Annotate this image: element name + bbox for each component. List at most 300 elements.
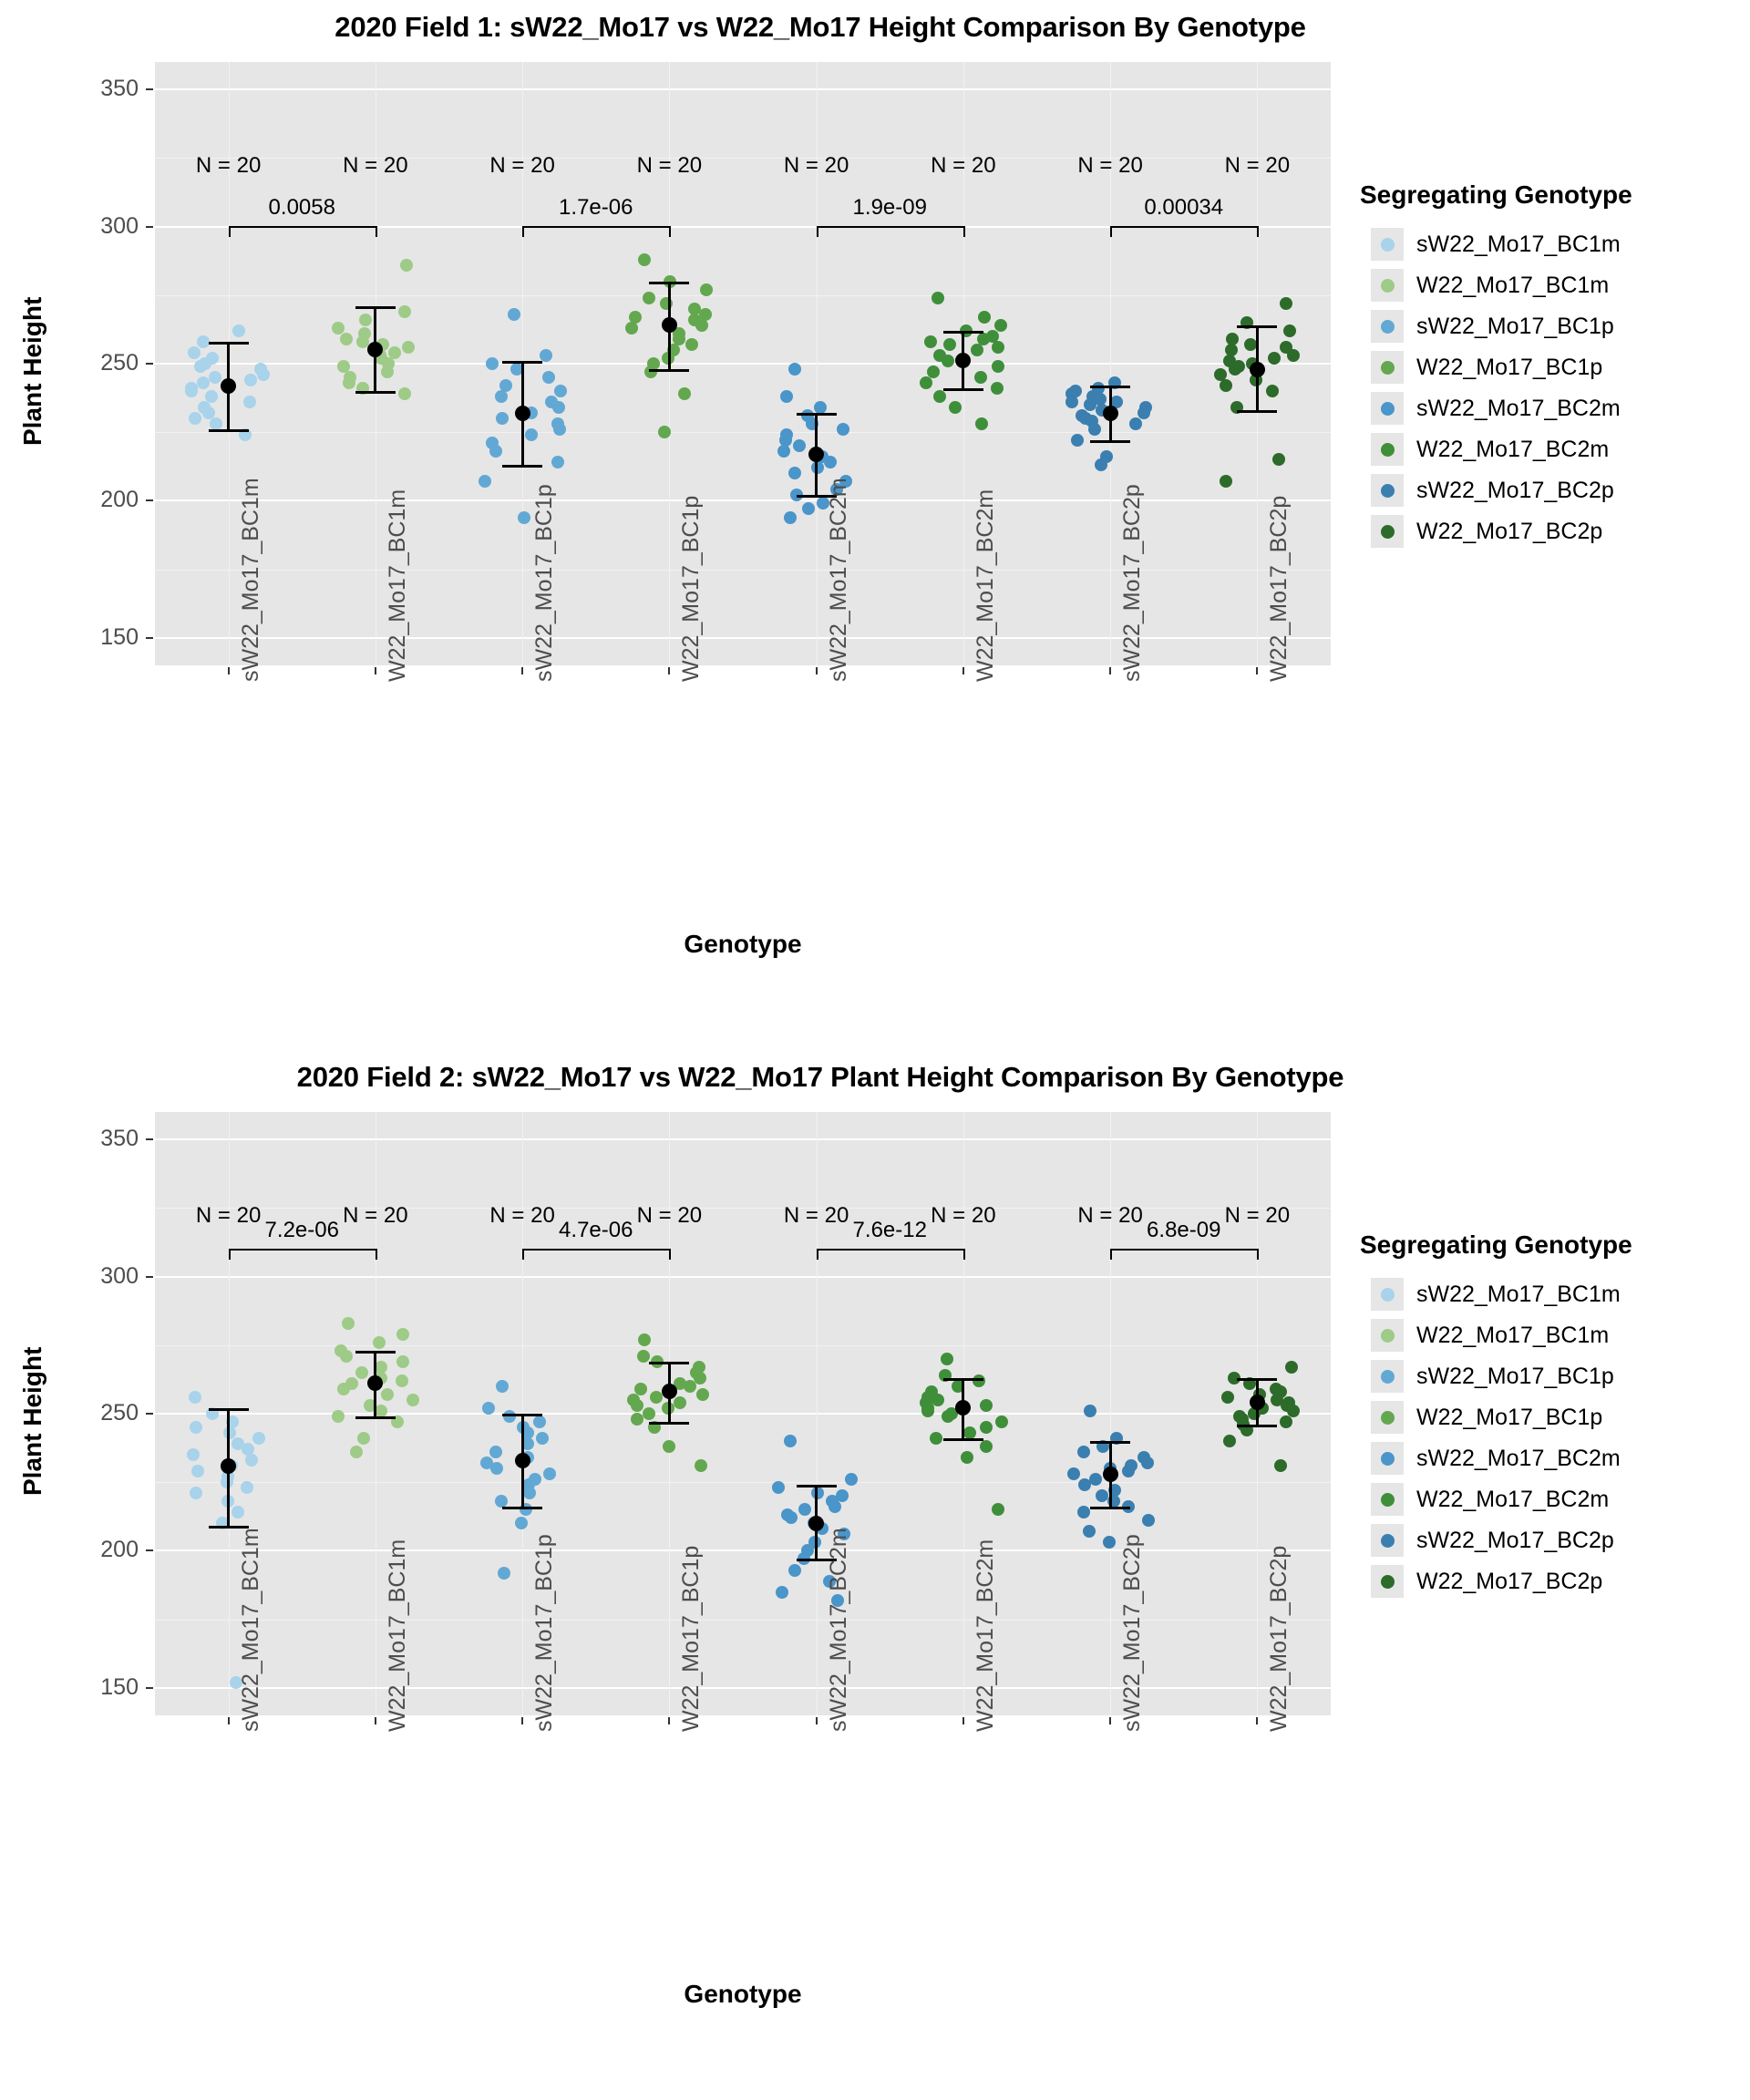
- data-point: [974, 371, 987, 384]
- data-point: [802, 502, 815, 515]
- legend-swatch: [1371, 1401, 1404, 1434]
- data-point: [244, 374, 257, 386]
- legend-item[interactable]: [1371, 433, 1609, 466]
- error-bar-cap: [943, 388, 983, 391]
- data-point: [1280, 297, 1292, 310]
- mean-point: [808, 1516, 824, 1531]
- significance-bracket-tick: [669, 226, 671, 237]
- legend-dot-icon: [1381, 1411, 1395, 1425]
- data-point: [776, 1586, 788, 1599]
- x-axis-tick-label: W22_Mo17_BC2m: [972, 489, 998, 682]
- legend-swatch: [1371, 1319, 1404, 1352]
- sample-size-label: N = 20: [1224, 1203, 1291, 1228]
- data-point: [978, 311, 991, 324]
- error-bar-cap: [649, 1362, 689, 1364]
- data-point: [508, 308, 520, 321]
- legend-item[interactable]: [1371, 1401, 1602, 1434]
- data-point: [674, 1396, 686, 1409]
- legend-swatch: [1371, 1278, 1404, 1311]
- legend-item[interactable]: [1371, 310, 1614, 343]
- data-point: [785, 1511, 798, 1524]
- data-point: [479, 475, 491, 488]
- legend-dot-icon: [1381, 1288, 1395, 1302]
- legend-label: sW22_Mo17_BC2m: [1416, 395, 1621, 421]
- legend-dot-icon: [1381, 525, 1395, 539]
- legend-label: sW22_Mo17_BC1m: [1416, 1281, 1621, 1307]
- x-axis-tick-label: W22_Mo17_BC1m: [384, 489, 410, 682]
- significance-bracket-tick: [817, 1249, 818, 1260]
- error-bar-cap: [355, 1416, 396, 1419]
- error-bar-cap: [502, 361, 542, 364]
- x-axis-tick: [816, 1717, 818, 1724]
- significance-bracket-tick: [817, 226, 818, 237]
- data-point: [660, 297, 673, 310]
- legend-swatch: [1371, 269, 1404, 302]
- data-point: [684, 1380, 696, 1393]
- data-point: [995, 1415, 1008, 1428]
- data-point: [496, 1380, 509, 1393]
- p-value-label: 1.7e-06: [559, 195, 633, 220]
- data-point: [980, 1440, 993, 1453]
- data-point: [188, 346, 201, 359]
- significance-bracket: [817, 1249, 963, 1251]
- sample-size-label: N = 20: [343, 153, 408, 178]
- gridline-major: [155, 1276, 1331, 1278]
- sample-size-label: N = 20: [783, 153, 849, 178]
- x-axis-tick: [228, 667, 230, 674]
- data-point: [695, 319, 708, 332]
- x-axis-tick-label: W22_Mo17_BC2p: [1266, 495, 1292, 682]
- legend-label: W22_Mo17_BC2m: [1416, 436, 1610, 462]
- data-point: [189, 412, 201, 425]
- sample-size-label: N = 20: [1224, 153, 1291, 178]
- data-point: [1084, 398, 1096, 411]
- y-axis-tick-label: 350: [100, 1126, 139, 1152]
- legend-label: sW22_Mo17_BC1m: [1416, 231, 1621, 257]
- p-value-label: 0.0058: [268, 195, 335, 220]
- mean-point: [221, 1458, 236, 1474]
- plot-area: [155, 62, 1331, 665]
- data-point: [663, 1440, 675, 1453]
- legend-dot-icon: [1381, 279, 1395, 293]
- legend-label: sW22_Mo17_BC2p: [1416, 477, 1614, 503]
- gridline-minor: [155, 1620, 1331, 1621]
- error-bar-cap: [209, 429, 249, 432]
- data-point: [340, 1350, 353, 1363]
- data-point: [643, 292, 655, 304]
- significance-bracket-tick: [1257, 226, 1259, 237]
- data-point: [924, 335, 937, 348]
- p-value-label: 0.00034: [1144, 195, 1224, 220]
- error-bar-cap: [1090, 1441, 1130, 1444]
- data-point: [1065, 396, 1078, 408]
- legend-item[interactable]: [1371, 269, 1609, 302]
- x-axis-tick-label: sW22_Mo17_BC1p: [531, 484, 558, 682]
- data-point: [1266, 385, 1279, 397]
- data-point: [941, 1353, 953, 1365]
- chart-title: 2020 Field 1: sW22_Mo17 vs W22_Mo17 Height Comparison By Genotype: [335, 11, 1306, 43]
- legend-title: Segregating Genotype: [1360, 1230, 1632, 1259]
- mean-point: [808, 447, 824, 462]
- gridline-major: [155, 363, 1331, 365]
- legend-swatch: [1371, 228, 1404, 261]
- data-point: [930, 1432, 942, 1445]
- mean-point: [221, 378, 236, 394]
- data-point: [543, 1467, 556, 1480]
- x-axis-tick: [816, 667, 818, 674]
- x-axis-title: Genotype: [684, 930, 802, 958]
- legend-swatch: [1371, 1360, 1404, 1393]
- gridline-major: [155, 499, 1331, 501]
- data-point: [396, 1355, 409, 1368]
- data-point: [777, 445, 790, 458]
- data-point: [1283, 324, 1296, 337]
- data-point: [187, 1448, 200, 1461]
- data-point: [932, 292, 944, 304]
- gridline-minor: [155, 432, 1331, 433]
- data-point: [1077, 1446, 1090, 1458]
- y-axis-tick: [146, 1687, 153, 1689]
- significance-bracket-tick: [669, 1249, 671, 1260]
- x-axis-tick-label: sW22_Mo17_BC1m: [237, 1528, 263, 1732]
- legend-swatch: [1371, 1565, 1404, 1598]
- x-axis-tick: [375, 667, 376, 674]
- data-point: [243, 396, 256, 408]
- data-point: [1078, 1478, 1091, 1491]
- error-bar-cap: [797, 1485, 837, 1488]
- significance-bracket: [1110, 226, 1257, 228]
- data-point: [245, 1454, 258, 1467]
- legend-dot-icon: [1381, 238, 1395, 252]
- data-point: [396, 1374, 408, 1387]
- data-point: [1142, 1514, 1155, 1527]
- data-point: [961, 1451, 973, 1464]
- data-point: [1285, 1361, 1298, 1374]
- legend-dot-icon: [1381, 484, 1395, 498]
- data-point: [337, 1383, 350, 1395]
- gridline-major: [155, 88, 1331, 90]
- x-axis-tick-label: sW22_Mo17_BC2p: [1119, 484, 1146, 682]
- x-axis-tick: [962, 667, 964, 674]
- x-axis-tick-label: sW22_Mo17_BC2p: [1119, 1534, 1146, 1732]
- data-point: [963, 1426, 976, 1439]
- data-point: [798, 1503, 811, 1516]
- significance-bracket-tick: [376, 1249, 377, 1260]
- x-axis-tick: [668, 1717, 670, 1724]
- sample-size-label: N = 20: [931, 1203, 996, 1228]
- y-axis-title: Plant Height: [18, 1346, 46, 1496]
- error-bar-cap: [943, 1378, 983, 1381]
- x-axis-tick: [521, 1717, 523, 1724]
- significance-bracket-tick: [963, 226, 965, 237]
- y-axis-tick-label: 300: [100, 212, 139, 239]
- legend-dot-icon: [1381, 402, 1395, 416]
- sample-size-label: N = 20: [783, 1203, 849, 1228]
- data-point: [342, 1317, 355, 1330]
- data-point: [381, 1388, 394, 1401]
- data-point: [1272, 453, 1285, 466]
- sample-size-label: N = 20: [931, 153, 996, 178]
- legend-item[interactable]: [1371, 1524, 1614, 1557]
- significance-bracket-tick: [1110, 1249, 1112, 1260]
- x-axis-tick-label: W22_Mo17_BC1p: [678, 495, 705, 682]
- data-point: [1287, 349, 1300, 362]
- legend-dot-icon: [1381, 443, 1395, 457]
- error-bar-cap: [1237, 325, 1277, 328]
- data-point: [631, 1413, 643, 1426]
- gridline-major: [155, 1138, 1331, 1140]
- data-point: [553, 423, 566, 436]
- data-point: [552, 401, 565, 414]
- data-point: [523, 1487, 536, 1499]
- data-point: [1122, 1465, 1135, 1477]
- error-bar-cap: [209, 342, 249, 345]
- data-point: [489, 1446, 502, 1458]
- data-point: [490, 1462, 503, 1475]
- data-point: [942, 1410, 954, 1423]
- x-axis-tick: [521, 667, 523, 674]
- legend-label: W22_Mo17_BC2m: [1416, 1486, 1610, 1512]
- data-point: [643, 1407, 655, 1420]
- sample-size-label: N = 20: [636, 153, 703, 178]
- legend-item[interactable]: [1371, 1442, 1621, 1475]
- sample-size-label: N = 20: [636, 1203, 703, 1228]
- error-bar-cap: [355, 1351, 396, 1354]
- data-point: [495, 390, 508, 403]
- data-point: [1141, 1457, 1154, 1469]
- x-axis-tick-label: sW22_Mo17_BC1p: [531, 1534, 558, 1732]
- data-point: [638, 1333, 651, 1346]
- data-point: [232, 1506, 244, 1518]
- data-point: [381, 365, 394, 378]
- data-point: [332, 1410, 345, 1423]
- y-axis-tick: [146, 88, 153, 90]
- error-bar-cap: [502, 1414, 542, 1416]
- x-axis-tick-label: sW22_Mo17_BC1m: [237, 478, 263, 682]
- gridline-minor: [155, 295, 1331, 296]
- data-point: [1129, 417, 1142, 430]
- sample-size-label: N = 20: [1077, 153, 1143, 178]
- legend-swatch: [1371, 310, 1404, 343]
- mean-point: [1103, 406, 1118, 421]
- legend-swatch: [1371, 392, 1404, 425]
- data-point: [355, 1366, 368, 1379]
- error-bar-cap: [502, 465, 542, 468]
- data-point: [784, 511, 797, 524]
- legend-item[interactable]: [1371, 392, 1621, 425]
- mean-point: [367, 1375, 383, 1391]
- y-axis-tick: [146, 226, 153, 228]
- y-axis-tick: [146, 1276, 153, 1278]
- error-bar-cap: [649, 1422, 689, 1425]
- data-point: [1274, 1459, 1287, 1472]
- data-point: [824, 456, 837, 468]
- data-point: [780, 390, 793, 403]
- y-axis-tick-label: 150: [100, 623, 139, 650]
- legend-item[interactable]: [1371, 1319, 1609, 1352]
- data-point: [793, 439, 806, 452]
- x-axis-tick: [375, 1717, 376, 1724]
- data-point: [190, 1487, 202, 1499]
- significance-bracket: [522, 226, 669, 228]
- data-point: [1220, 379, 1232, 392]
- y-axis-tick-label: 250: [100, 1400, 139, 1426]
- data-point: [920, 376, 932, 389]
- data-point: [241, 1481, 253, 1494]
- y-axis-tick-label: 200: [100, 1537, 139, 1563]
- data-point: [1071, 434, 1084, 447]
- data-point: [185, 385, 198, 397]
- p-value-label: 1.9e-09: [852, 195, 927, 220]
- sample-size-label: N = 20: [343, 1203, 408, 1228]
- data-point: [638, 253, 651, 266]
- legend-item[interactable]: [1371, 474, 1614, 507]
- data-point: [1221, 1391, 1234, 1404]
- data-point: [210, 417, 222, 430]
- legend-label: sW22_Mo17_BC2p: [1416, 1527, 1614, 1553]
- error-bar-cap: [1090, 386, 1130, 388]
- legend-item[interactable]: [1371, 1483, 1609, 1516]
- data-point: [209, 371, 221, 384]
- legend-label: W22_Mo17_BC1m: [1416, 1322, 1610, 1348]
- x-axis-tick: [668, 667, 670, 674]
- significance-bracket: [1110, 1249, 1257, 1251]
- data-point: [1103, 1536, 1116, 1549]
- legend-item[interactable]: [1371, 1360, 1614, 1393]
- x-axis-tick: [1256, 1717, 1258, 1724]
- data-point: [992, 1503, 1004, 1516]
- chart-panel-field2: [0, 1050, 1750, 2100]
- data-point: [845, 1473, 858, 1486]
- sample-size-label: N = 20: [489, 153, 555, 178]
- p-value-label: 7.2e-06: [264, 1218, 339, 1242]
- data-point: [784, 1435, 797, 1447]
- y-axis-tick-label: 300: [100, 1262, 139, 1289]
- sample-size-label: N = 20: [1077, 1203, 1143, 1228]
- error-bar-cap: [209, 1408, 249, 1411]
- y-axis-tick: [146, 637, 153, 639]
- sample-size-label: N = 20: [489, 1203, 555, 1228]
- data-point: [980, 1421, 993, 1434]
- data-point: [551, 456, 564, 468]
- y-axis-tick-label: 150: [100, 1673, 139, 1700]
- error-bar-cap: [502, 1507, 542, 1509]
- legend-swatch: [1371, 474, 1404, 507]
- data-point: [933, 390, 946, 403]
- data-point: [811, 461, 824, 474]
- legend-item[interactable]: [1371, 351, 1602, 384]
- x-axis-tick-label: sW22_Mo17_BC2m: [825, 478, 851, 682]
- x-axis-tick-label: W22_Mo17_BC2m: [972, 1539, 998, 1732]
- data-point: [980, 1399, 993, 1412]
- legend-dot-icon: [1381, 1370, 1395, 1384]
- data-point: [837, 423, 849, 436]
- data-point: [973, 1374, 985, 1387]
- data-point: [1067, 1467, 1080, 1480]
- data-point: [536, 1432, 549, 1445]
- data-point: [1089, 1473, 1102, 1486]
- legend-label: W22_Mo17_BC1p: [1416, 354, 1603, 380]
- data-point: [495, 1495, 508, 1508]
- significance-bracket-tick: [963, 1249, 965, 1260]
- data-point: [1096, 1489, 1108, 1502]
- legend-item[interactable]: [1371, 228, 1621, 261]
- legend-dot-icon: [1381, 361, 1395, 375]
- legend-item[interactable]: [1371, 1278, 1621, 1311]
- data-point: [788, 1564, 801, 1577]
- data-point: [695, 1459, 707, 1472]
- data-point: [189, 1391, 201, 1404]
- data-point: [788, 363, 801, 376]
- x-axis-tick-label: W22_Mo17_BC1p: [678, 1545, 705, 1732]
- legend-label: sW22_Mo17_BC1p: [1416, 1363, 1614, 1389]
- error-bar-cap: [1237, 410, 1277, 413]
- data-point: [625, 322, 638, 335]
- significance-bracket: [229, 1249, 376, 1251]
- data-point: [772, 1481, 785, 1494]
- data-point: [340, 333, 353, 345]
- data-point: [503, 1410, 516, 1423]
- x-axis-tick: [1109, 667, 1111, 674]
- significance-bracket: [522, 1249, 669, 1251]
- data-point: [540, 349, 552, 362]
- data-point: [486, 357, 499, 370]
- gridline-minor: [155, 1345, 1331, 1346]
- data-point: [991, 382, 1004, 395]
- error-bar-cap: [649, 282, 689, 284]
- legend-swatch: [1371, 433, 1404, 466]
- y-axis-title: Plant Height: [18, 296, 46, 446]
- data-point: [407, 1394, 419, 1406]
- data-point: [398, 305, 411, 318]
- mean-point: [515, 1453, 530, 1468]
- mean-point: [955, 353, 971, 368]
- data-point: [1077, 1506, 1090, 1518]
- mean-point: [1103, 1467, 1118, 1482]
- data-point: [637, 1350, 650, 1363]
- data-point: [975, 417, 988, 430]
- data-point: [252, 1432, 265, 1445]
- legend-label: sW22_Mo17_BC2m: [1416, 1445, 1621, 1471]
- error-bar-cap: [1237, 1425, 1277, 1427]
- data-point: [350, 1446, 363, 1458]
- mean-point: [1250, 362, 1265, 377]
- data-point: [1088, 423, 1101, 436]
- y-axis-tick-label: 200: [100, 487, 139, 513]
- data-point: [197, 376, 210, 389]
- y-axis-tick: [146, 499, 153, 501]
- data-point: [525, 428, 538, 441]
- data-point: [678, 387, 691, 400]
- data-point: [533, 1415, 546, 1428]
- y-axis-tick: [146, 1413, 153, 1415]
- legend-swatch: [1371, 515, 1404, 548]
- sample-size-label: N = 20: [195, 1203, 262, 1228]
- legend-item[interactable]: [1371, 1565, 1602, 1598]
- p-value-label: 4.7e-06: [559, 1218, 633, 1242]
- significance-bracket-tick: [1257, 1249, 1259, 1260]
- y-axis-tick: [146, 1549, 153, 1551]
- data-point: [788, 467, 801, 479]
- legend-item[interactable]: [1371, 515, 1602, 548]
- data-point: [1138, 407, 1150, 419]
- data-point: [927, 365, 940, 378]
- data-point: [518, 511, 530, 524]
- data-point: [971, 344, 983, 356]
- chart-title: 2020 Field 2: sW22_Mo17 vs W22_Mo17 Plant Height Comparison By Genotype: [296, 1061, 1344, 1093]
- legend-label: W22_Mo17_BC1m: [1416, 272, 1610, 298]
- x-axis-tick: [1256, 667, 1258, 674]
